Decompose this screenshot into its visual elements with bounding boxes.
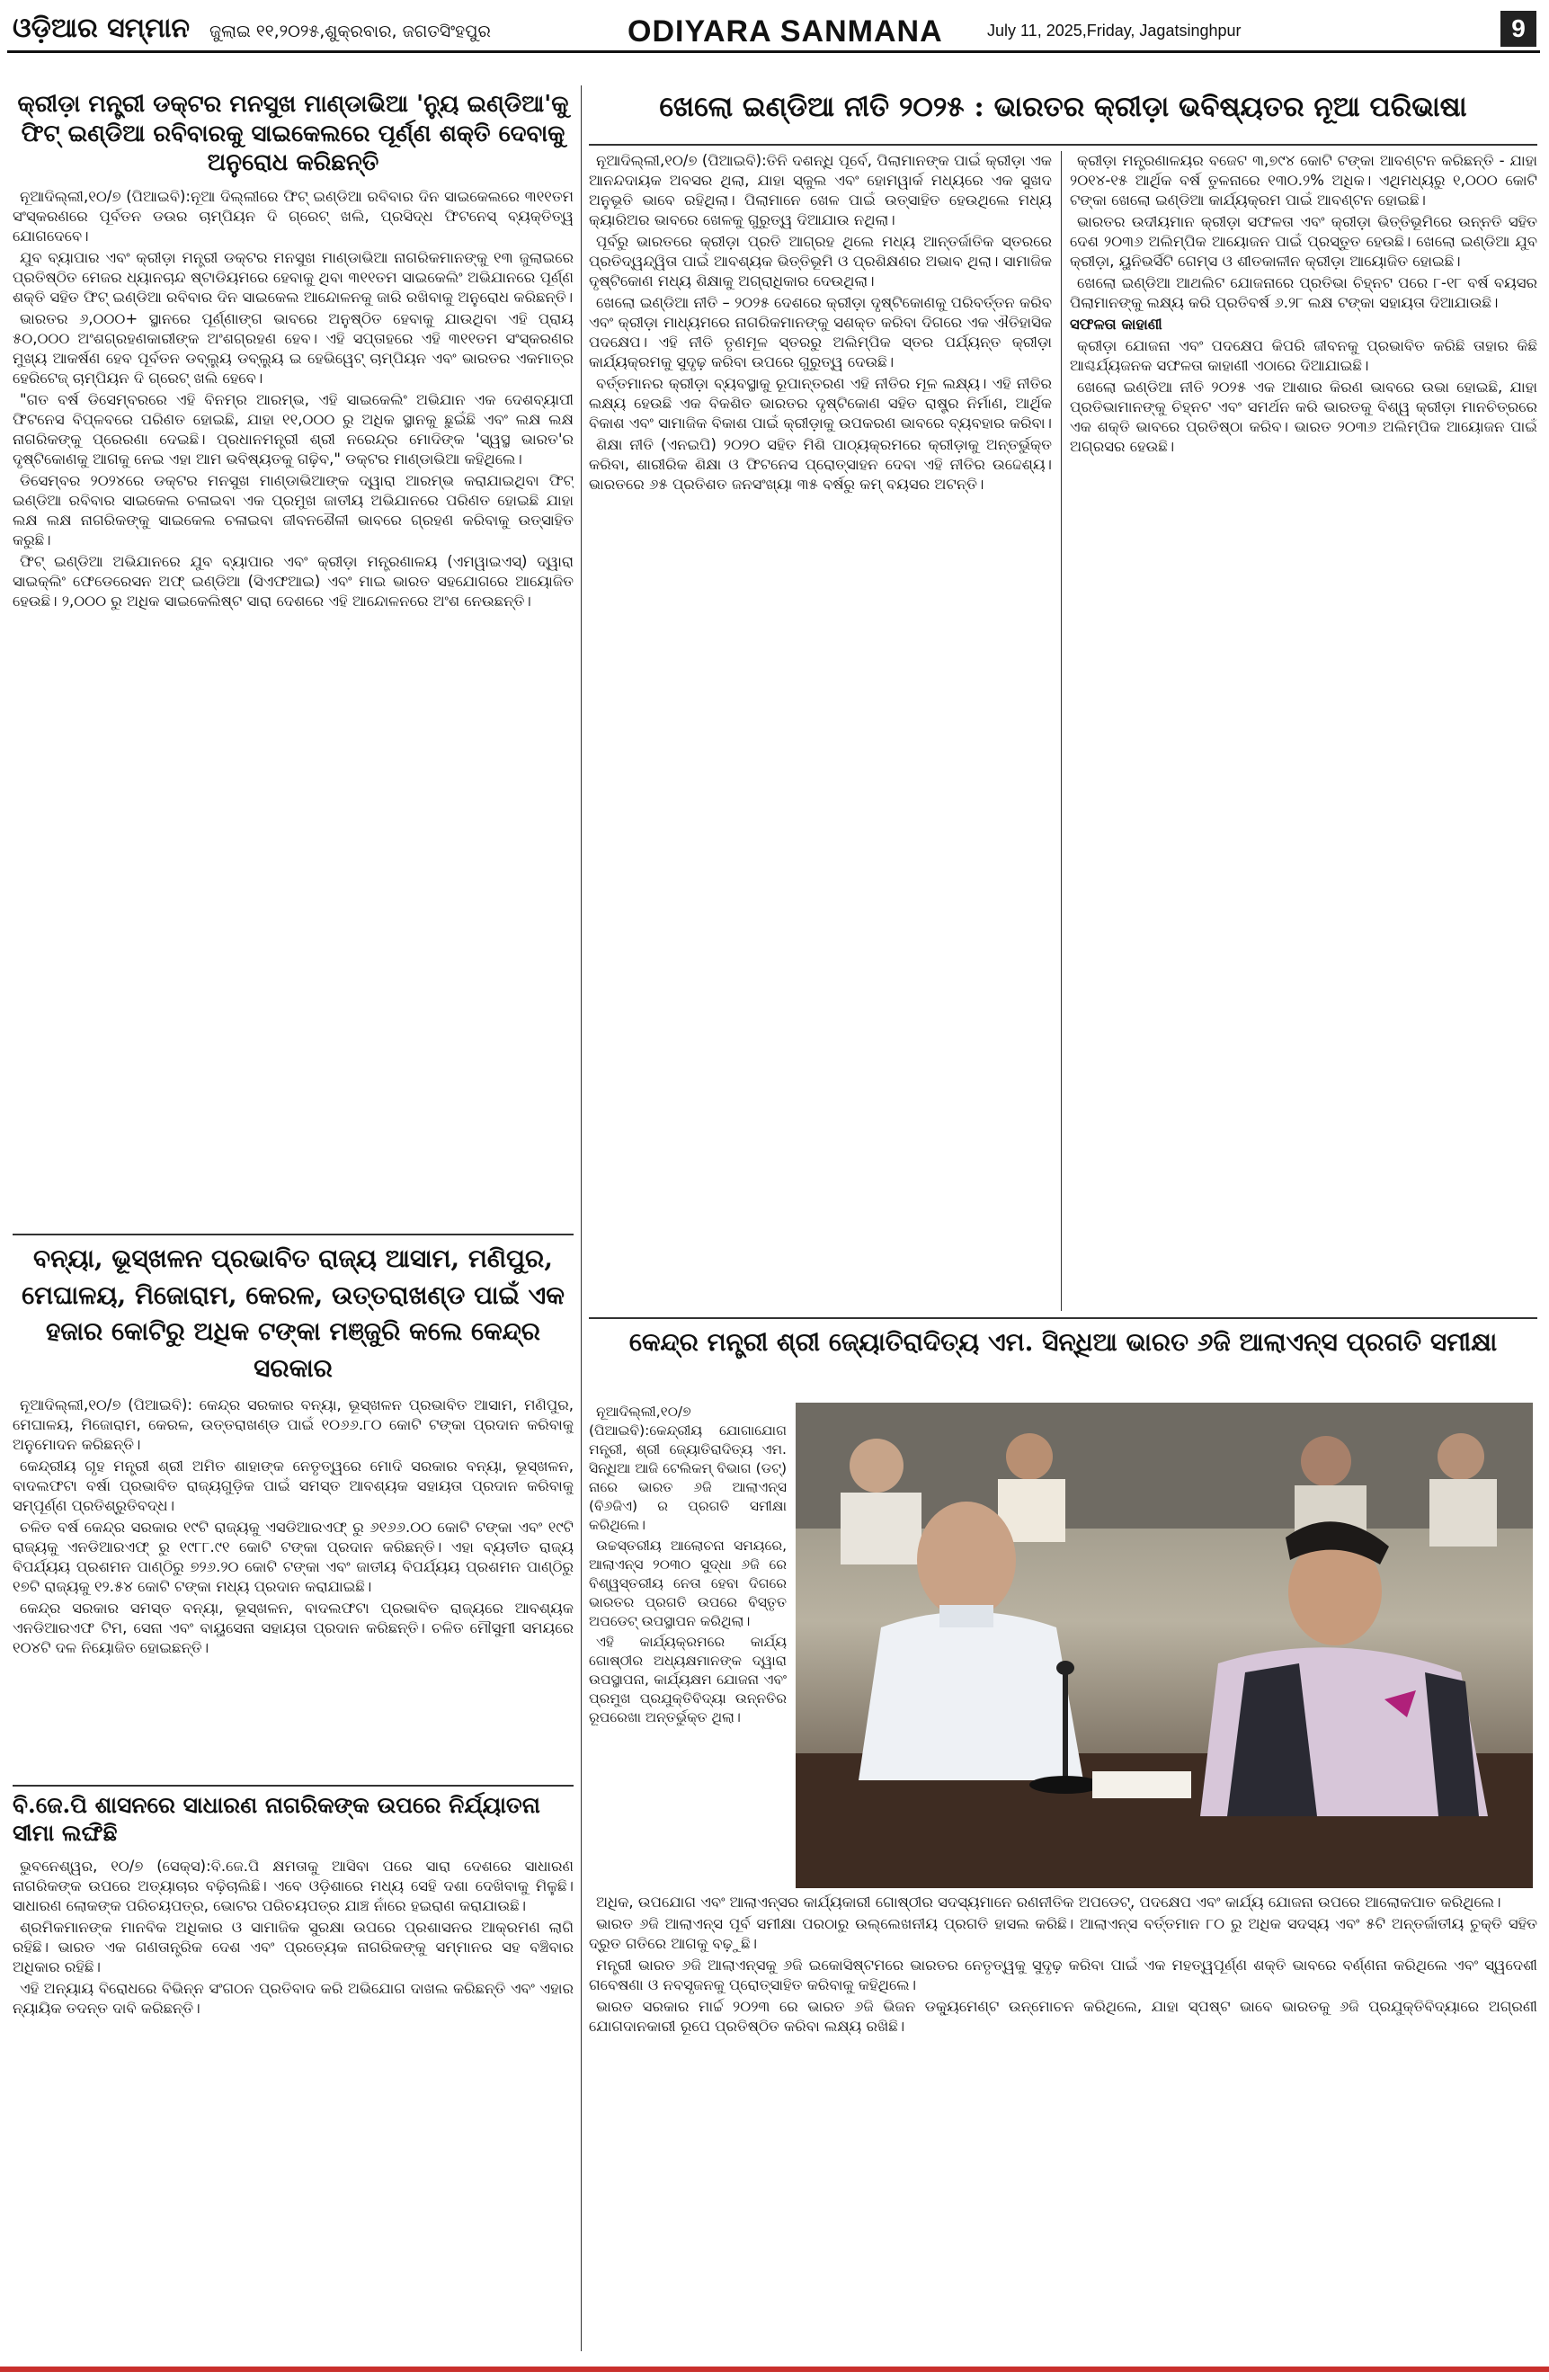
headline: ବି.ଜେ.ପି ଶାସନରେ ସାଧାରଣ ନାଗରିକଙ୍କ ଉପରେ ନିର୍ଯ୍ୟାତନା ସୀମା ଲଙ୍ଘିଛି [13,1792,540,1847]
section-divider [13,1785,574,1787]
paragraph: କ୍ରୀଡ଼ା ଯୋଜନା ଏବଂ ପଦକ୍ଷେପ କିପରି ଜୀବନକୁ ପ୍ରଭାବିତ କରିଛି ତାହାର କିଛି ଆଶ୍ଚର୍ଯ୍ୟଜନକ ସଫଳତା କାହାଣୀ ଏଠାରେ ଦିଆଯାଇଛି। [1070,337,1537,374]
subheading: ସଫଳତା କାହାଣୀ [1070,316,1162,333]
headline: କେନ୍ଦ୍ର ମନ୍ତ୍ରୀ ଶ୍ରୀ ଜ୍ୟୋତିରାଦିତ୍ୟ ଏମ. ସିନ୍ଧିଆ ଭାରତ ୬ଜି ଆଲାଏନ୍ସ ପ୍ରଗତି ସମୀକ୍ଷା [628,1327,1498,1357]
paragraph: ଶ୍ରମିକମାନଙ୍କ ମାନବିକ ଅଧିକାର ଓ ସାମାଜିକ ସୁରକ୍ଷା ଉପରେ ପ୍ରଶାସନର ଆକ୍ରମଣ ଲାଗି ରହିଛି। ଭାରତ ଏକ ଗଣତାନ୍ତ୍ରିକ ଦେଶ ଏବଂ ପ୍ରତ୍ୟେକ ନାଗରିକଙ୍କୁ ସମ୍ମାନର ସହ ବଞ୍ଚିବାର ଅଧିକାର ରହିଛି। [13,1918,574,1975]
paragraph: ଭାରତ ସରକାର ମାର୍ଚ୍ଚ ୨୦୨୩ ରେ ଭାରତ ୬ଜି ଭିଜନ ଡକ୍ୟୁମେଣ୍ଟ ଉନ୍ମୋଚନ କରିଥିଲେ, ଯାହା ସ୍ପଷ୍ଟ ଭାବେ ଭାରତକୁ ୬ଜି ପ୍ରଯୁକ୍ତିବିଦ୍ୟାରେ ଅଗ୍ରଣୀ ଯୋଗଦାନକାରୀ ରୂପେ ପ୍ରତିଷ୍ଠିତ କରିବା ଲକ୍ଷ୍ୟ ରଖିଛି। [589,1998,1537,2035]
paragraph: ଉଚ୍ଚସ୍ତରୀୟ ଆଲୋଚନା ସମୟରେ, ଆଲାଏନ୍ସ ୨୦୩୦ ସୁଦ୍ଧା ୬ଜି ରେ ବିଶ୍ୱସ୍ତରୀୟ ନେତା ହେବା ଦିଗରେ ଭାରତର ପ୍ରଗତି ଉପରେ ବିସ୍ତୃତ ଅପଡେଟ୍ ଉପସ୍ଥାପନ କରିଥିଲା। [589,1538,787,1629]
section-divider [589,1317,1537,1319]
article-cycling [13,90,574,1230]
article-body [13,1857,574,2019]
paragraph: ନୂଆଦିଲ୍ଲୀ,୧୦/୭ (ପିଆଇବି):ନୂଆ ଦିଲ୍ଲୀରେ ଫିଟ୍ ଇଣ୍ଡିଆ ରବିବାର ଦିନ ସାଇକେଲରେ ୩୧୧ତମ ସଂସ୍କରଣରେ ପୂର୍ବତନ ଡଉର ଚାମ୍ପିୟନ ଦି ଗ୍ରେଟ୍ ଖଲି, ପ୍ରସିଦ୍ଧ ଫିଟନେସ୍ ବ୍ୟକ୍ତିତ୍ୱ ଯୋଗଦେବେ। [13,187,574,245]
paragraph: କେନ୍ଦ୍ରୀୟ ଗୃହ ମନ୍ତ୍ରୀ ଶ୍ରୀ ଅମିତ ଶାହାଙ୍କ ନେତୃତ୍ୱରେ ମୋଦି ସରକାର ବନ୍ୟା, ଭୂସ୍ଖଳନ, ବାଦଲଫଟା ବର୍ଷା ପ୍ରଭାବିତ ରାଜ୍ୟଗୁଡ଼ିକ ପାଇଁ ସମସ୍ତ ଆବଶ୍ୟକ ସହାୟତା ପ୍ରଦାନ କରିବାକୁ ସମ୍ପୂର୍ଣ୍ଣ ପ୍ରତିଶ୍ରୁତିବଦ୍ଧ। [13,1457,574,1515]
paragraph: କେନ୍ଦ୍ର ସରକାର ସମସ୍ତ ବନ୍ୟା, ଭୂସ୍ଖଳନ, ବାଦଲଫଟା ପ୍ରଭାବିତ ରାଜ୍ୟରେ ଆବଶ୍ୟକ ଏନଡିଆରଏଫ ଟିମ, ସେନା ଏବଂ ବାୟୁସେନା ସହାୟତା ପ୍ରଦାନ କରିଛନ୍ତି। ଚଳିତ ମୌସୁମୀ ସମୟରେ ୧୦୪ଟି ଦଳ ନିୟୋଜିତ ହୋଇଛନ୍ତି। [13,1600,574,1657]
masthead-title: ODIYARA SANMANA [628,14,943,49]
paragraph: ନୂଆଦିଲ୍ଲୀ,୧୦/୭ (ପିଆଇବି):ତିନି ଦଶନ୍ଧି ପୂର୍ବେ, ପିଲାମାନଙ୍କ ପାଇଁ କ୍ରୀଡ଼ା ଏକ ଆନନ୍ଦଦାୟକ ଅବସର ଥିଲା, ଯାହା ସ୍କୁଲ ଏବଂ ହୋମୱାର୍କ ମଧ୍ୟରେ ଏକ ସୁଖଦ ଅନୁଭୂତି ଭାବେ ରହିଥିଲା। ପିଲାମାନେ ଖେଳ ପାଇଁ ଉତ୍ସାହିତ ହେଉଥିଲେ ମଧ୍ୟ କ୍ୟାରିଅର ଭାବରେ ଖେଳକୁ ଗୁରୁତ୍ୱ ଦିଆଯାଉ ନଥିଲା। [589,152,1052,228]
paragraph: ଭାରତ ୬ଜି ଆଲାଏନ୍ସ ପୂର୍ବ ସମୀକ୍ଷା ପରଠାରୁ ଉଲ୍ଲେଖନୀୟ ପ୍ରଗତି ହାସଲ କରିଛି। ଆଲାଏନ୍ସ ବର୍ତ୍ତମାନ ୮୦ ରୁ ଅଧିକ ସଦସ୍ୟ ଏବଂ ୫ଟି ଅନ୍ତର୍ଜାତୀୟ ଚୁକ୍ତି ସହିତ ଦ୍ରୁତ ଗତିରେ ଆଗକୁ ବଢ଼ୁଛି। [589,1915,1537,1952]
article-body [589,151,1052,495]
paragraph: ଖେଲୋ ଇଣ୍ଡିଆ ନୀତି – ୨୦୨୫ ଦେଶରେ କ୍ରୀଡ଼ା ଦୃଷ୍ଟିକୋଣକୁ ପରିବର୍ତ୍ତନ କରିବ ଏବଂ କ୍ରୀଡ଼ା ମାଧ୍ୟମରେ ନାଗରିକମାନଙ୍କୁ ସଶକ୍ତ କରିବା ଦିଗରେ ଏକ ଐତିହାସିକ ପଦକ୍ଷେପ। ଏହି ନୀତି ତୃଣମୂଳ ସ୍ତରରୁ ଅଲିମ୍ପିକ ସ୍ତର ପର୍ଯ୍ୟନ୍ତ କ୍ରୀଡ଼ା କାର୍ଯ୍ୟକ୍ରମକୁ ସୁଦୃଢ଼ କରିବା ଉପରେ ଗୁରୁତ୍ୱ ଦେଉଛି। [589,294,1052,370]
article-6g-headline [589,1326,1537,1389]
article-body [589,1893,1537,2037]
headline: ବନ୍ୟା, ଭୂସ୍ଖଳନ ପ୍ରଭାବିତ ରାଜ୍ୟ ଆସାମ, ମଣିପୁର, ମେଘାଳୟ, ମିଜୋରାମ, କେରଳ, ଉତ୍ତରାଖଣ୍ଡ ପାଇଁ ଏକ ହଜାର କୋଟିରୁ ଅଧିକ ଟଙ୍କା ମଞ୍ଜୁରି କଲେ କେନ୍ଦ୍ର ସରକାର [22,1243,565,1383]
article-body [589,1403,787,1727]
article-flood-relief [13,1241,574,1780]
paragraph: ପୂର୍ବରୁ ଭାରତରେ କ୍ରୀଡ଼ା ପ୍ରତି ଆଗ୍ରହ ଥିଲେ ମଧ୍ୟ ଆନ୍ତର୍ଜାତିକ ସ୍ତରରେ ପ୍ରତିଦ୍ୱନ୍ଦ୍ୱିତା ପାଇଁ ଆବଶ୍ୟକ ଭିତ୍ତିଭୂମି ଓ ପ୍ରଶିକ୍ଷଣର ଅଭାବ ଥିଲା। ସାମାଜିକ ଦୃଷ୍ଟିକୋଣ ମଧ୍ୟ ଶିକ୍ଷାକୁ ଅଗ୍ରାଧିକାର ଦେଉଥିଲା। [589,233,1052,290]
masthead-date-odia: ଜୁଲାଇ ୧୧,୨୦୨୫,ଶୁକ୍ରବାର, ଜଗତସିଂହପୁର [209,22,491,41]
paragraph: ଏହି ଅନ୍ୟାୟ ବିରୋଧରେ ବିଭିନ୍ନ ସଂଗଠନ ପ୍ରତିବାଦ କରି ଅଭିଯୋଗ ଦାଖଲ କରିଛନ୍ତି ଏବଂ ଏହାର ନ୍ୟାୟିକ ତଦନ୍ତ ଦାବି କରିଛନ୍ତି। [13,1979,574,2017]
paragraph: "ଗତ ବର୍ଷ ଡିସେମ୍ବରରେ ଏହି ବିନମ୍ର ଆରମ୍ଭ, ଏହି ସାଇକେଲିଂ ଅଭିଯାନ ଏକ ଦେଶବ୍ୟାପୀ ଫିଟନେସ ବିପ୍ଳବରେ ପରିଣତ ହୋଇଛି, ଯାହା ୧୧,୦୦୦ ରୁ ଅଧିକ ସ୍ଥାନକୁ ଛୁଇଁଛି ଏବଂ ଲକ୍ଷ ଲକ୍ଷ ନାଗରିକଙ୍କୁ ପ୍ରେରଣା ଦେଇଛି। ପ୍ରଧାନମନ୍ତ୍ରୀ ଶ୍ରୀ ନରେନ୍ଦ୍ର ମୋଦିଙ୍କ 'ସ୍ୱସ୍ଥ ଭାରତ'ର ଦୃଷ୍ଟିକୋଣକୁ ଆଗକୁ ନେଇ ଏହା ଆମ ଭବିଷ୍ୟତକୁ ଗଢ଼ିବ," ଡକ୍ଟର ମାଣ୍ଡାଭିଆ କହିଥିଲେ। [13,390,574,468]
paragraph: ଡିସେମ୍ବର ୨୦୨୪ରେ ଡକ୍ଟର ମନସୁଖ ମାଣ୍ଡାଭିଆଙ୍କ ଦ୍ୱାରା ଆରମ୍ଭ କରାଯାଇଥିବା ଫିଟ୍ ଇଣ୍ଡିଆ ରବିବାର ସାଇକେଲ ଚଳାଇବା ଏକ ପ୍ରମୁଖ ଜାତୀୟ ଅଭିଯାନରେ ପରିଣତ ହୋଇଛି ଯାହା ଲକ୍ଷ ଲକ୍ଷ ନାଗରିକଙ୍କୁ ସାଇକେଲ ଚଳାଇବା ଜୀବନଶୈଳୀ ଭାବରେ ଗ୍ରହଣ କରିବାକୁ ଉତ୍ସାହିତ କରୁଛି। [13,471,574,548]
paragraph: ଖେଲୋ ଇଣ୍ଡିଆ ଆଥଲିଟ ଯୋଜନାରେ ପ୍ରତିଭା ଚିହ୍ନଟ ପରେ ୮-୧୮ ବର୍ଷ ବୟସର ପିଲାମାନଙ୍କୁ ଲକ୍ଷ୍ୟ କରି ପ୍ରତିବର୍ଷ ୬.୨୮ ଲକ୍ଷ ଟଙ୍କା ସହାୟତା ଦିଆଯାଉଛି। [1070,274,1537,311]
article-body [1070,151,1537,457]
paragraph: ଭାରତର ୬,୦୦୦+ ସ୍ଥାନରେ ପୂର୍ଣ୍ଣାଙ୍ଗ ଭାବରେ ଅନୁଷ୍ଠିତ ହେବାକୁ ଯାଉଥିବା ଏହି ପ୍ରାୟ ୫୦,୦୦୦ ଅଂଶଗ୍ରହଣକାରୀଙ୍କ ଅଂଶଗ୍ରହଣ ହେବ। ଏହି ସପ୍ତାହରେ ଏହି ୩୧୧ତମ ସଂସ୍କରଣର ମୁଖ୍ୟ ଆକର୍ଷଣ ହେବ ପୂର୍ବତନ ଡବ୍ଲ୍ୟୁ ଡବ୍ଲ୍ୟୁ ଇ ହେଭିୱେଟ୍ ଚାମ୍ପିୟନ ଏବଂ ଭାରତର ଏକମାତ୍ର ହେରିଟେଜ୍ ଚାମ୍ପିୟନ ଦି ଗ୍ରେଟ୍ ଖଲି ହେବେ। [13,309,574,387]
article-khelo-india-col1 [589,151,1052,1311]
paragraph: ଅଧିକ, ଉପଯୋଗ ଏବଂ ଆଲାଏନ୍ସର କାର୍ଯ୍ୟକାରୀ ଗୋଷ୍ଠୀର ସଦସ୍ୟମାନେ ରଣନୀତିକ ଅପଡେଟ୍, ପଦକ୍ଷେପ ଏବଂ କାର୍ଯ୍ୟ ଯୋଜନା ଉପରେ ଆଲୋକପାତ କରିଥିଲେ। [596,1894,1501,1911]
headline: କ୍ରୀଡ଼ା ମନ୍ତ୍ରୀ ଡକ୍ଟର ମନସୁଖ ମାଣ୍ଡାଭିଆ 'ନ୍ୟୁ ଇଣ୍ଡିଆ'କୁ ଫିଟ୍ ଇଣ୍ଡିଆ ରବିବାରକୁ ସାଇକେଲରେ ପୂର୍ଣ୍ଣ ଶକ୍ତି ଦେବାକୁ ଅନୁରୋଧ କରିଛନ୍ତି [17,91,569,176]
paragraph: ଯୁବ ବ୍ୟାପାର ଏବଂ କ୍ରୀଡ଼ା ମନ୍ତ୍ରୀ ଡକ୍ଟର ମନସୁଖ ମାଣ୍ଡାଭିଆ ନାଗରିକମାନଙ୍କୁ ୧୩ ଜୁଲାଇରେ ପ୍ରତିଷ୍ଠିତ ମେଜର ଧ୍ୟାନଚାନ୍ଦ ଷ୍ଟାଡିୟମରେ ହେବାକୁ ଥିବା ୩୧୧ତମ ସାଇକେଲିଂ ଅଭିଯାନରେ ପୂର୍ଣ୍ଣ ଶକ୍ତି ସହିତ ଫିଟ୍ ଇଣ୍ଡିଆ ରବିବାର ଦିନ ସାଇକେଲ ଆନ୍ଦୋଳନକୁ ଜାରି ରଖିବାକୁ ଅନୁରୋଧ କରିଛନ୍ତି। [13,248,574,306]
headline: ଖେଲୋ ଇଣ୍ଡିଆ ନୀତି ୨୦୨୫ : ଭାରତର କ୍ରୀଡ଼ା ଭବିଷ୍ୟତର ନୂଆ ପରିଭାଷା [659,91,1467,123]
paragraph: ଫିଟ୍ ଇଣ୍ଡିଆ ଅଭିଯାନରେ ଯୁବ ବ୍ୟାପାର ଏବଂ କ୍ରୀଡ଼ା ମନ୍ତ୍ରଣାଳୟ (ଏମୱାଇଏସ୍) ଦ୍ୱାରା ସାଇକ୍ଲିଂ ଫେଡେରେସନ ଅଫ୍ ଇଣ୍ଡିଆ (ସିଏଫଆଇ) ଏବଂ ମାଇ ଭାରତ ସହଯୋଗରେ ଆୟୋଜିତ ହେଉଛି। ୨,୦୦୦ ରୁ ଅଧିକ ସାଇକେଲିଷ୍ଟ ସାରା ଦେଶରେ ଏହି ଆନ୍ଦୋଳନରେ ଅଂଶ ନେଉଛନ୍ତି। [13,552,574,610]
paragraph: କ୍ରୀଡ଼ା ମନ୍ତ୍ରଣାଳୟର ବଜେଟ ୩,୭୯୪ କୋଟି ଟଙ୍କା ଆବଣ୍ଟନ କରିଛନ୍ତି - ଯାହା ୨୦୧୪-୧୫ ଆର୍ଥିକ ବର୍ଷ ତୁଳନାରେ ୧୩୦.୨% ଅଧିକ। ଏଥିମଧ୍ୟରୁ ୧,୦୦୦ କୋଟି ଟଙ୍କା ଖେଲୋ ଇଣ୍ଡିଆ କାର୍ଯ୍ୟକ୍ରମ ପାଇଁ ଆବଣ୍ଟନ ହୋଇଛି। [1070,152,1537,209]
article-khelo-india-col2 [1070,151,1537,1311]
paragraph: ନୂଆଦିଲ୍ଲୀ,୧୦/୭ (ପିଆଇବି): କେନ୍ଦ୍ର ସରକାର ବନ୍ୟା, ଭୂସ୍ଖଳନ ପ୍ରଭାବିତ ଆସାମ, ମଣିପୁର, ମେଘାଳୟ, ମିଜୋରାମ, କେରଳ, ଉତ୍ତରାଖଣ୍ଡ ପାଇଁ ୧୦୬୬.୮୦ କୋଟି ଟଙ୍କା ପ୍ରଦାନ କରିବାକୁ ଅନୁମୋଦନ କରିଛନ୍ତି। [13,1396,574,1454]
column-divider [581,85,582,2351]
page-number: 9 [1500,11,1536,47]
paragraph: ମନ୍ତ୍ରୀ ଭାରତ ୬ଜି ଆଲାଏନ୍ସକୁ ୬ଜି ଇକୋସିଷ୍ଟମରେ ଭାରତର ନେତୃତ୍ୱକୁ ସୁଦୃଢ଼ କରିବା ପାଇଁ ଏକ ମହତ୍ୱପୂର୍ଣ୍ଣ ଶକ୍ତି ଭାବରେ ବର୍ଣ୍ଣନା କରିଥିଲେ ଏବଂ ସ୍ୱଦେଶୀ ଗବେଷଣା ଓ ନବସୃଜନକୁ ପ୍ରୋତ୍ସାହିତ କରିବାକୁ କହିଥିଲେ। [589,1957,1537,1993]
article-6g-side [589,1403,787,1888]
paragraph: ଶିକ୍ଷା ନୀତି (ଏନଇପି) ୨୦୨୦ ସହିତ ମିଶି ପାଠ୍ୟକ୍ରମରେ କ୍ରୀଡ଼ାକୁ ଅନ୍ତର୍ଭୁକ୍ତ କରିବା, ଶାରୀରିକ ଶିକ୍ଷା ଓ ଫିଟନେସ ପ୍ରୋତ୍ସାହନ ଦେବା ଏହି ନୀତିର ଉଦ୍ଦେଶ୍ୟ। ଭାରତରେ ୬୫ ପ୍ରତିଶତ ଜନସଂଖ୍ୟା ୩୫ ବର୍ଷରୁ କମ୍ ବୟସର ଅଟନ୍ତି। [589,436,1052,493]
masthead-date-english: July 11, 2025,Friday, Jagatsinghpur [987,22,1242,40]
headline-underline [589,144,1537,146]
article-body [13,187,574,611]
paragraph: ଖେଲୋ ଇଣ୍ଡିଆ ନୀତି ୨୦୨୫ ଏକ ଆଶାର କିରଣ ଭାବରେ ଉଭା ହୋଇଛି, ଯାହା ପ୍ରତିଭାମାନଙ୍କୁ ଚିହ୍ନଟ ଏବଂ ସମର୍ଥନ କରି ଭାରତକୁ ବିଶ୍ୱ କ୍ରୀଡ଼ା ମାନଚିତ୍ରରେ ଏକ ଶକ୍ତି ଭାବରେ ପ୍ରତିଷ୍ଠା କରିବ। ଭାରତ ୨୦୩୬ ଅଲିମ୍ପିକ ଆୟୋଜନ ପାଇଁ ଅଗ୍ରସର ହେଉଛି। [1070,379,1537,455]
paragraph: ବର୍ତ୍ତମାନର କ୍ରୀଡ଼ା ବ୍ୟବସ୍ଥାକୁ ରୂପାନ୍ତରଣ ଏହି ନୀତିର ମୂଳ ଲକ୍ଷ୍ୟ। ଏହି ନୀତିର ଲକ୍ଷ୍ୟ ହେଉଛି ଏକ ବିକଶିତ ଭାରତର ଦୃଷ୍ଟିକୋଣ ସହିତ ରାଷ୍ଟ୍ର ନିର୍ମାଣ, ଆର୍ଥିକ ବିକାଶ ଏବଂ ସାମାଜିକ ବିକାଶ ପାଇଁ କ୍ରୀଡ଼ାକୁ ଉପକରଣ ଭାବରେ ବ୍ୟବହାର କରିବା। [589,375,1052,432]
section-divider [13,1234,574,1235]
paragraph: ଏହି କାର୍ଯ୍ୟକ୍ରମରେ କାର୍ଯ୍ୟ ଗୋଷ୍ଠୀର ଅଧ୍ୟକ୍ଷମାନଙ୍କ ଦ୍ୱାରା ଉପସ୍ଥାପନା, କାର୍ଯ୍ୟକ୍ଷମ ଯୋଜନା ଏବଂ ପ୍ରମୁଖ ପ୍ରଯୁକ୍ତିବିଦ୍ୟା ଉନ୍ନତିର ରୂପରେଖା ଅନ୍ତର୍ଭୁକ୍ତ ଥିଲା। [589,1634,787,1725]
article-bjp-rule [13,1791,574,2362]
paragraph: ଚଳିତ ବର୍ଷ କେନ୍ଦ୍ର ସରକାର ୧୯ଟି ରାଜ୍ୟକୁ ଏସଡିଆରଏଫ୍ ରୁ ୬୧୬୬.୦୦ କୋଟି ଟଙ୍କା ଏବଂ ୧୯ଟି ରାଜ୍ୟକୁ ଏନଡିଆରଏଫ୍ ରୁ ୧୯୮୮.୯୧ କୋଟି ଟଙ୍କା ପ୍ରଦାନ କରିଛନ୍ତି। ଏହା ବ୍ୟତୀତ ରାଜ୍ୟ ବିପର୍ଯ୍ୟୟ ପ୍ରଶମନ ପାଣ୍ଠିରୁ ୭୨୬.୨୦ କୋଟି ଟଙ୍କା ଏବଂ ଜାତୀୟ ବିପର୍ଯ୍ୟୟ ପ୍ରଶମନ ପାଣ୍ଠିରୁ ୧୭ଟି ରାଜ୍ୟକୁ ୧୨.୫୪ କୋଟି ଟଙ୍କା ମଧ୍ୟ ପ୍ରଦାନ କରାଯାଇଛି। [13,1519,574,1596]
column-divider [1061,151,1062,1311]
article-khelo-india-headline [589,90,1537,142]
masthead-logo: ଓଡ଼ିଆର ସମ୍ମାନ [13,13,191,44]
paragraph: ନୂଆଦିଲ୍ଲୀ,୧୦/୭ (ପିଆଇବି):କେନ୍ଦ୍ରୀୟ ଯୋଗାଯୋଗ ମନ୍ତ୍ରୀ, ଶ୍ରୀ ଜ୍ୟୋତିରାଦିତ୍ୟ ଏମ. ସିନ୍ଧିଆ ଆଜି ଟେଲିକମ୍ ବିଭାଗ (ଡଟ୍) ନାରେ ଭାରତ ୬ଜି ଆଲାଏନ୍ସ (ବି୬ଜିଏ) ର ପ୍ରଗତି ସମୀକ୍ଷା କରିଥିଲେ। [589,1404,787,1533]
article-6g-body [589,1893,1537,2360]
paragraph: ଭୁବନେଶ୍ୱର, ୧୦/୭ (ସେକ୍ସ):ବି.ଜେ.ପି କ୍ଷମତାକୁ ଆସିବା ପରେ ସାରା ଦେଶରେ ସାଧାରଣ ନାଗରିକଙ୍କ ଉପରେ ଅତ୍ୟାଚାର ବଢ଼ିଚାଲିଛି। ଏବେ ଓଡ଼ିଶାରେ ମଧ୍ୟ ସେହି ଦଶା ଦେଖିବାକୁ ମିଳୁଛି। ସାଧାରଣ ଲୋକଙ୍କ ପରିଚୟପତ୍ର, ଭୋଟର ପରିଚୟପତ୍ର ଯାଞ୍ଚ ନାଁରେ ହଇରାଣ କରାଯାଉଛି। [13,1857,574,1914]
meeting-photo [796,1403,1533,1888]
paragraph: ଭାରତର ଉଦୀୟମାନ କ୍ରୀଡ଼ା ସଫଳତା ଏବଂ କ୍ରୀଡ଼ା ଭିତ୍ତିଭୂମିରେ ଉନ୍ନତି ସହିତ ଦେଶ ୨୦୩୬ ଅଲିମ୍ପିକ ଆୟୋଜନ ପାଇଁ ପ୍ରସ୍ତୁତ ହେଉଛି। ଖେଲୋ ଇଣ୍ଡିଆ ଯୁବ କ୍ରୀଡ଼ା, ୟୁନିଭର୍ସିଟି ଗେମ୍ସ ଓ ଶୀତକାଳୀନ କ୍ରୀଡ଼ା ଆୟୋଜିତ ହୋଇଛି। [1070,213,1537,270]
article-body [13,1395,574,1658]
footer-rule [0,2367,1549,2372]
masthead [7,9,1540,53]
